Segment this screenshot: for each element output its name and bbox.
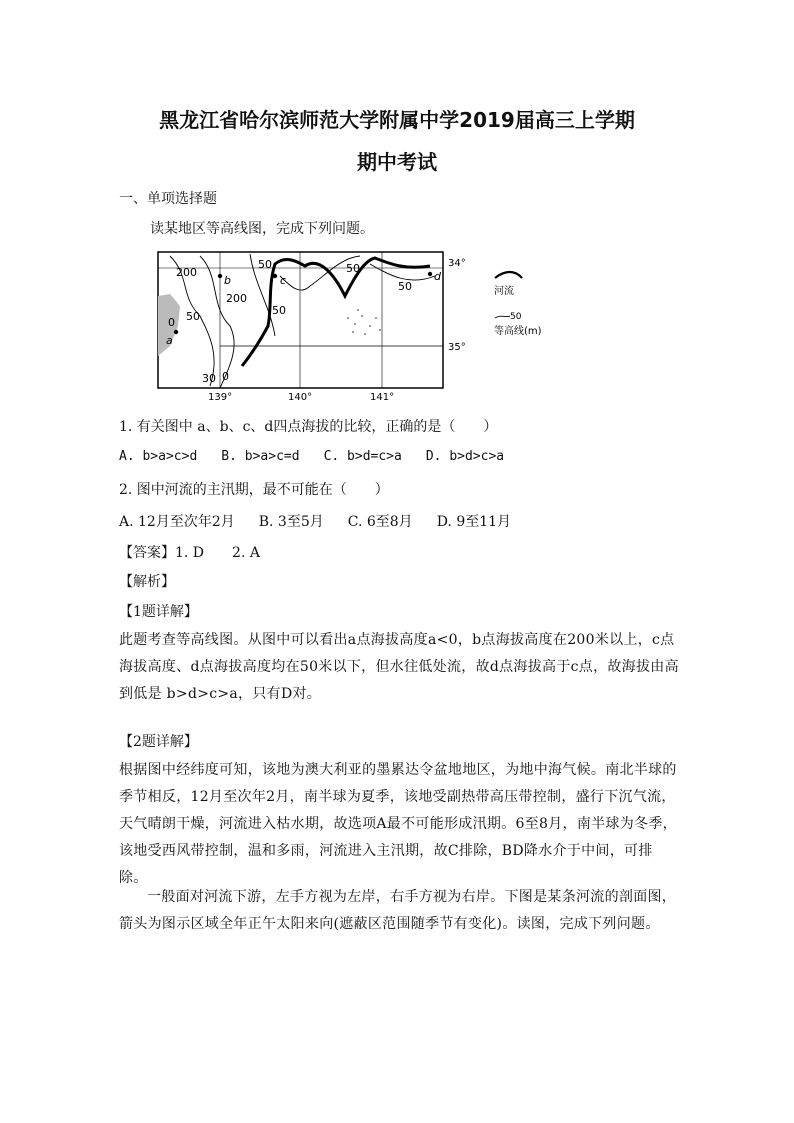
legend-contour-symbol [495,316,510,318]
latitude-label-35: 35° [448,342,466,353]
question-1-text: 1. 有关图中 a、b、c、d四点海拔的比较，正确的是（ ） [119,419,498,435]
detail-1-text [119,627,679,708]
dotted-area [347,309,381,335]
detail-2-heading: 【2题详解】 [119,734,198,750]
detail-1-paragraph: 此题考查等高线图。从图中可以看出a点海拔高度a<0，b点海拔高度在200米以上，c点海拔高度、d点海拔高度均在50米以下，但水往低处流，故d点海拔高于c点，故海拔由高到低是 b>d>c>a，只有D对。 [119,632,679,702]
contour-label: 50 [398,280,412,293]
point-label-a: a [166,334,173,347]
legend-contour-label: 等高线(m) [494,326,542,337]
river-line [242,258,430,366]
contour-label: 50 [186,310,200,323]
longitude-label-140: 140° [288,392,313,403]
question-2-options [119,511,535,531]
contour-label: 200 [176,266,197,279]
point-label-c: c [280,274,287,287]
contour-label: 50 [272,304,286,317]
contour-label: 0 [222,370,229,383]
contour-label: 30 [202,372,216,385]
detail-2-text [119,757,679,892]
contour-map [150,246,560,406]
longitude-label-139: 139° [208,392,233,403]
option-c[interactable]: C. 6至8月 [347,514,413,530]
option-a[interactable]: A. b>a>c>d [119,449,198,464]
option-d[interactable]: D. b>d>c>a [425,449,505,464]
legend-river-label: 河流 [494,286,514,297]
point-label-d: d [434,270,441,283]
section-heading: 一、单项选择题 [119,191,217,207]
map-legend [494,272,542,337]
longitude-label-141: 141° [370,392,395,403]
point-a-marker [174,330,178,334]
option-b[interactable]: B. b>a>c=d [221,449,300,464]
question-intro: 读某地区等高线图，完成下列问题。 [150,221,374,237]
legend-river-symbol [495,272,522,278]
detail-1-heading: 【1题详解】 [119,604,198,620]
legend-contour-value: 50 [510,312,522,322]
next-intro-paragraph: 一般面对河流下游，左手方视为左岸，右手方视为右岸。下图是某条河流的剖面图，箭头为图示区域全年正午太阳来向(遮蔽区范围随季节有变化)。读图，完成下列问题。 [119,889,677,932]
contour-label: 200 [226,292,247,305]
map-frame [158,252,443,388]
point-d-marker [428,272,432,276]
point-b-marker [218,274,222,278]
latitude-label-34: 34° [448,258,466,269]
option-c[interactable]: C. b>d=c>a [323,449,402,464]
point-label-b: b [224,274,231,287]
next-question-intro [119,884,679,938]
document-title-line1: 黑龙江省哈尔滨师范大学附属中学2019届高三上学期 [159,108,635,132]
option-d[interactable]: D. 9至11月 [436,514,512,530]
option-a[interactable]: A. 12月至次年2月 [119,514,235,530]
document-title-line2: 期中考试 [357,150,437,174]
question-2-text: 2. 图中河流的主汛期，最不可能在（ ） [119,482,389,498]
analysis-heading: 【解析】 [119,574,175,590]
option-b[interactable]: B. 3至5月 [258,514,324,530]
contour-label: 50 [258,258,272,271]
question-1-options [119,449,528,464]
answer-line: 【答案】1. D 2. A [119,545,260,561]
point-c-marker [273,274,277,278]
contour-label: 0 [168,316,175,329]
detail-2-paragraph: 根据图中经纬度可知，该地为澳大利亚的墨累达令盆地地区，为地中海气候。南北半球的季节相反，12月至次年2月，南半球为夏季，该地受副热带高压带控制，盛行下沉气流，天气晴朗干燥，河流进入枯水期，故选项A最不可能形成汛期。6至8月，南半球为冬季，该地受西风带控制，温和多雨，河流进入主汛期，故C排除，BD降水介于中间，可排除。 [119,762,677,886]
contour-label: 50 [346,262,360,275]
